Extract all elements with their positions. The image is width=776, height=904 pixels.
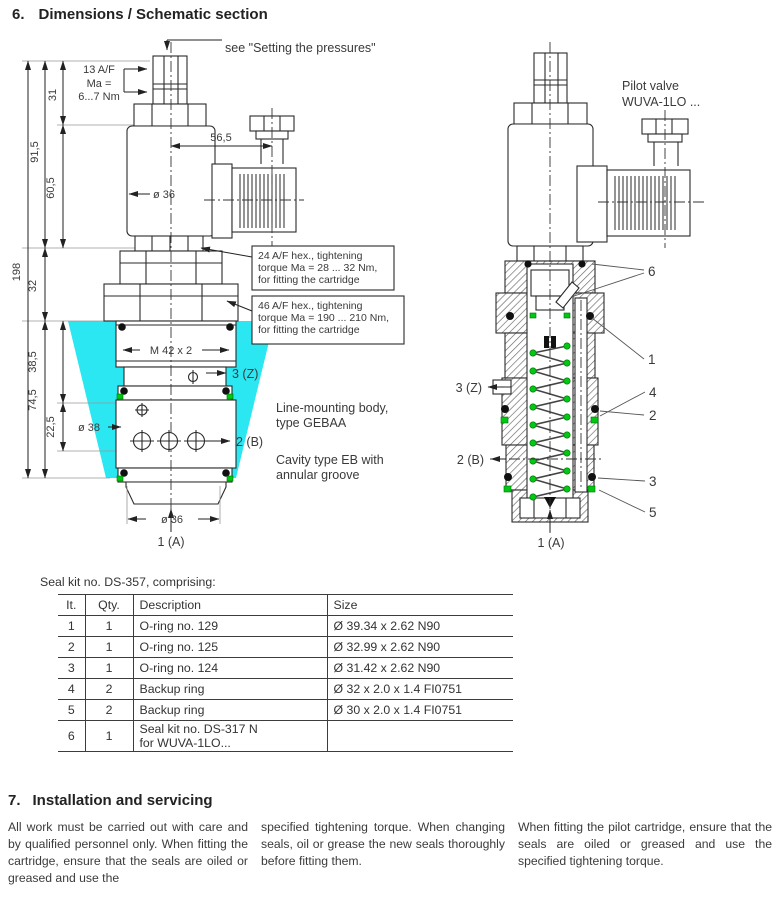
pilot-valve-label-line1: Pilot valve [622,79,679,93]
o-ring-icon [506,312,514,320]
callout-24af-line3: for fitting the cartridge [258,274,360,286]
dim-22-5: 22,5 [45,416,57,438]
callout-46af-line1: 46 A/F hex., tightening [258,300,363,312]
section7-column-1: All work must be carried out with care and by qualified personnel only. When fitting the cartridge, ensure that the seals are oiled or greased and use the [8,820,248,885]
connector-plate [212,164,232,238]
section7-column-3: When fitting the pilot cartridge, ensure that the seals are oiled or greased and use the specified tightening torque. [518,820,772,868]
o-ring-icon [226,323,234,331]
col-header-it: It. [58,595,85,616]
table-row: 5 2 Backup ring Ø 30 x 2.0 x 1.4 FI0751 [58,700,513,721]
dim-dia36-top: ø 36 [153,189,176,201]
af13-line1: 13 A/F [83,64,115,76]
cartridge-nose [126,482,226,504]
callout-46af-line3: for fitting the cartridge [258,324,360,336]
callout-46af-line2: torque Ma = 190 ... 210 Nm, [258,312,390,324]
locknut [134,104,206,126]
table-header-row [58,595,513,616]
see-setting-note: see "Setting the pressures" [225,41,376,55]
backup-ring-icon [588,486,595,492]
pilot-port-section [124,367,226,386]
right-port-a-label: 1 (A) [537,536,565,550]
callout-24af-line2: torque Ma = 28 ... 32 Nm, [258,262,378,274]
locknut [514,103,587,124]
adjust-screw [153,56,187,104]
dim-dia38: ø 38 [78,422,101,434]
o-ring-icon [118,323,126,331]
col-header-qty: Qty. [85,595,133,616]
backup-ring-icon [530,313,536,318]
o-ring-icon [222,387,230,395]
table-row: 6 1 Seal kit no. DS-317 N for WUVA-1LO... [58,721,513,752]
col-header-size: Size [327,595,513,616]
section7-number: 7. [8,792,21,809]
o-ring-icon [578,260,585,267]
table-row: 1 1 O-ring no. 129 Ø 39.34 x 2.62 N90 [58,616,513,637]
callout-1: 1 [648,352,656,367]
adjust-screw [534,53,567,103]
o-ring-icon [591,405,599,413]
right-valve-drawing [488,42,704,535]
section7-columns [8,819,772,887]
right-port-z-label: 3 (Z) [455,381,482,395]
section6-number: 6. [12,6,25,23]
dim-dia36-bottom: ø 36 [160,514,184,526]
seal-kit-title: Seal kit no. DS-357, comprising: [40,575,216,589]
backup-ring-icon [227,394,233,399]
dim-198: 198 [11,262,23,282]
callout-6: 6 [648,264,656,279]
dimension-chains [28,61,63,478]
left-port-a-label: 1 (A) [157,535,185,549]
dim-32: 32 [27,279,39,293]
col-header-desc: Description [133,595,327,616]
dim-38-5: 38,5 [27,351,39,373]
backup-ring-icon [117,476,123,481]
dim-31: 31 [47,88,59,102]
left-port-b-label: 2 (B) [236,435,264,449]
backup-ring-icon [504,486,511,492]
af13-line2: Ma = [86,78,112,90]
callout-2: 2 [649,408,657,423]
cartridge-body [116,400,236,468]
o-ring-icon [120,469,128,477]
backup-ring-icon [227,476,233,481]
connector-plate [577,166,607,242]
o-ring-icon [120,387,128,395]
section7 [8,792,772,887]
dim-74-5: 74,5 [27,389,39,411]
seal-kit-table [58,594,513,752]
body-note-line1: Line-mounting body, [276,401,389,415]
cavity-note-line1: Cavity type EB with [276,453,384,467]
backup-ring-icon [501,417,508,423]
thread-section [116,321,236,367]
section7-column-2: specified tightening torque. When changing seals, oil or grease the new seals thoroughly before fitting them. [261,820,505,868]
callout-24af-line1: 24 A/F hex., tightening [258,250,363,262]
dim-thread: M 42 x 2 [149,345,193,357]
o-ring-icon [504,473,512,481]
callout-3: 3 [649,474,657,489]
table-row: 2 1 O-ring no. 125 Ø 32.99 x 2.62 N90 [58,637,513,658]
backup-ring-icon [591,417,598,423]
cavity-note-line2: annular groove [276,468,360,482]
o-ring-icon [588,473,596,481]
left-port-z-label: 3 (Z) [232,367,259,381]
dim-60-5: 60,5 [45,177,57,199]
table-row: 4 2 Backup ring Ø 32 x 2.0 x 1.4 FI0751 [58,679,513,700]
table-row: 3 1 O-ring no. 124 Ø 31.42 x 2.62 N90 [58,658,513,679]
dim-91-5: 91,5 [29,141,41,163]
seal-groove-upper [118,386,232,400]
backup-ring-icon [117,394,123,399]
coil-nut [135,236,203,251]
body-note-line2: type GEBAA [276,416,347,430]
seal-groove-lower [118,468,232,482]
callout-5: 5 [649,505,657,520]
o-ring-icon [222,469,230,477]
dim-56-5: 56,5 [210,132,232,144]
backup-ring-icon [564,313,570,318]
pilot-valve-label-line2: WUVA-1LO ... [622,95,701,109]
af13-line3: 6...7 Nm [78,91,120,103]
section7-heading [8,792,772,809]
callout-4: 4 [649,385,657,400]
o-ring-icon [524,260,531,267]
o-ring-icon [501,405,509,413]
section6-title: Dimensions / Schematic section [38,6,268,23]
right-port-b-label: 2 (B) [456,453,484,467]
seal-kit-section [40,575,540,752]
section7-title: Installation and servicing [32,792,213,809]
